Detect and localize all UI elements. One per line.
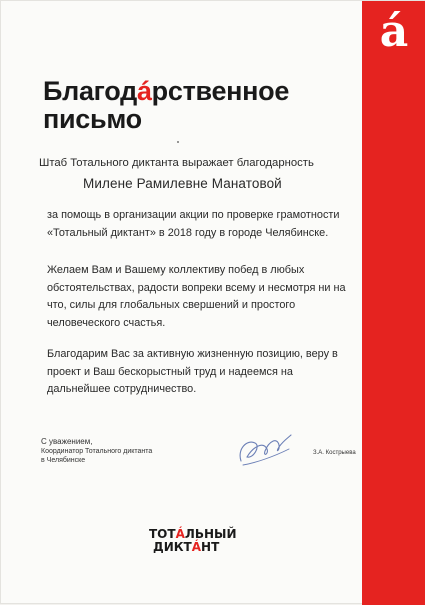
logo-accent-letter: Á: [175, 527, 185, 541]
logo-accent-letter: Á: [191, 540, 202, 554]
signer-position-line-2: в Челябинске: [41, 457, 86, 464]
logo-row-2: [149, 541, 237, 554]
signer-position-line-1: Координатор Тотального диктанта: [41, 447, 153, 455]
logo-part: ТОТ: [149, 527, 176, 541]
intro-text: Штаб Тотального диктанта выражает благодарность: [39, 157, 314, 169]
red-side-band: [362, 1, 425, 605]
title-accent-letter: á: [136, 76, 152, 106]
title-part: рственное: [151, 76, 290, 106]
recipient-name: Милене Рамилевне Манатовой: [83, 176, 282, 191]
paragraph-reason: за помощь в организации акции по проверке грамотности «Тотальный диктант» в 2018 году в городе Челябинске.: [47, 209, 340, 239]
logo-part: ДИКТ: [153, 540, 192, 554]
paper-speck: [177, 141, 179, 143]
paragraph-wishes: Желаем Вам и Вашему коллективу побед в любых обстоятельствах, радости вопреки всему и несмотря ни на что, силы для глобальных свершений и простого человеческого счастья.: [47, 264, 346, 329]
logo-part: НТ: [201, 540, 220, 554]
title-line-2: письмо: [43, 104, 142, 134]
handwritten-signature: [233, 427, 295, 471]
title-part: Благод: [43, 76, 137, 106]
closing-block: [41, 437, 152, 466]
logo-part: ЛЬНЫЙ: [184, 527, 237, 541]
brand-letter-logo: а́: [379, 6, 409, 57]
footer-brand-logo: [149, 528, 237, 554]
signer-name: З.А. Кострыева: [313, 450, 356, 456]
document-title: [43, 77, 289, 133]
closing-regards: С уважением,: [41, 437, 93, 446]
paragraph-gratitude: Благодарим Вас за активную жизненную позицию, веру в проект и Ваш бескорыстный труд и надеемся на дальнейшее сотрудничество.: [47, 348, 338, 395]
